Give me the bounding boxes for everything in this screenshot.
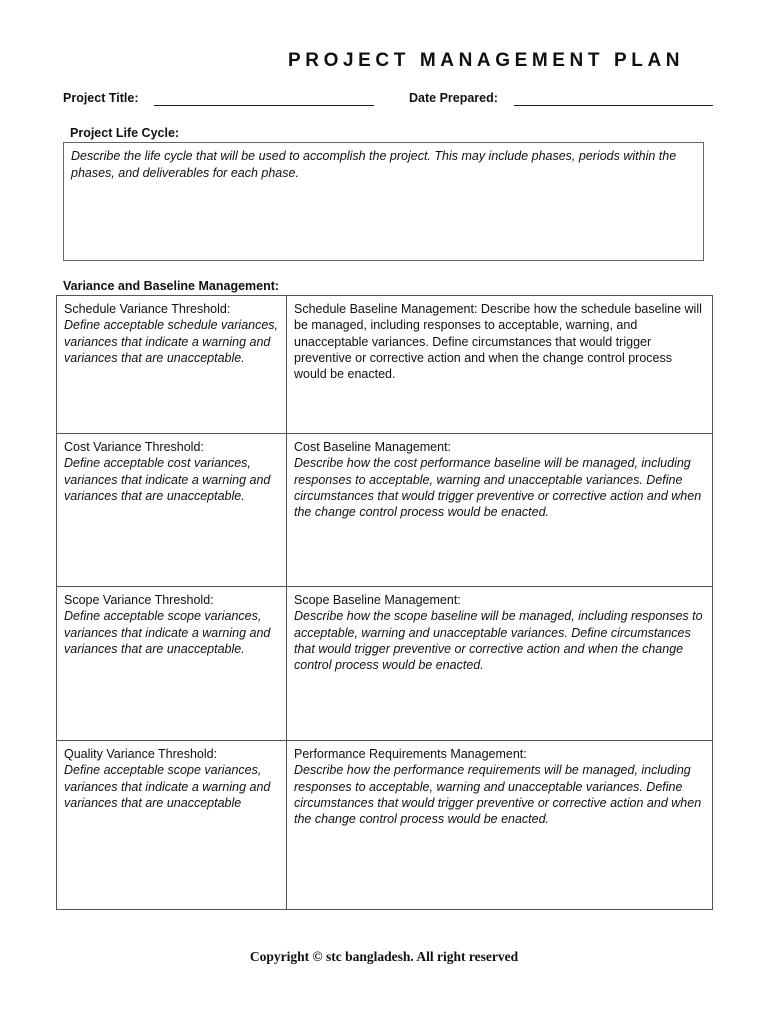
cell-text: Define acceptable scope variances, variances that indicate a warning and variances that are unacceptable [64,763,271,810]
document-title: PROJECT MANAGEMENT PLAN [288,50,685,71]
cell-heading: Schedule Baseline Management: Describe how the schedule baseline will be managed, including responses to acceptable, warning, and unacceptable variances. Define circumstances that would trigger preventive or corrective action and when the change control process would be enacted. [294,302,702,382]
date-prepared-field[interactable] [514,104,713,106]
schedule-threshold-cell[interactable] [57,296,287,434]
cell-heading: Cost Variance Threshold: [64,440,204,454]
project-title-field[interactable] [154,104,374,106]
table-row [57,296,713,434]
cell-heading: Scope Baseline Management: [294,593,461,607]
variance-section-label: Variance and Baseline Management: [63,279,280,293]
cell-text: Define acceptable cost variances, variances that indicate a warning and variances that are unacceptable. [64,456,271,503]
project-title-label: Project Title: [63,91,139,105]
cell-heading: Performance Requirements Management: [294,747,527,761]
life-cycle-text: Describe the life cycle that will be used to accomplish the project. This may include phases, periods within the phases, and deliverables for each phase. [71,149,677,180]
performance-requirements-cell[interactable] [287,741,713,910]
cell-text: Describe how the cost performance baseline will be managed, including responses to acceptable, warning and unacceptable variances. Define circumstances that would trigger preventive or corrective action and when the change control process would be enacted. [294,456,702,520]
cost-threshold-cell[interactable] [57,434,287,587]
copyright-footer: Copyright © stc bangladesh. All right reserved [249,949,519,964]
table-row [57,741,713,910]
cell-text: Describe how the scope baseline will be managed, including responses to acceptable, warning and unacceptable variances. Define circumstances that would trigger preventive or corrective action and when the change control process would be enacted. [294,609,703,673]
life-cycle-label: Project Life Cycle: [70,126,180,140]
cell-text: Define acceptable schedule variances, variances that indicate a warning and variances that are unacceptable. [64,318,279,365]
cell-heading: Scope Variance Threshold: [64,593,214,607]
life-cycle-box[interactable] [63,142,704,261]
cell-text: Describe how the performance requirements will be managed, including responses to acceptable, warning and unacceptable variances. Define circumstances that would trigger preventive or corrective action and when the change control process would be enacted. [294,763,702,827]
cell-heading: Quality Variance Threshold: [64,747,218,761]
scope-threshold-cell[interactable] [57,587,287,741]
table-row [57,587,713,741]
variance-table [56,295,713,910]
quality-threshold-cell[interactable] [57,741,287,910]
table-row [57,434,713,587]
cell-text: Define acceptable scope variances, variances that indicate a warning and variances that are unacceptable. [64,609,271,656]
cell-heading: Cost Baseline Management: [294,440,452,454]
cell-heading: Schedule Variance Threshold: [64,302,231,316]
cost-baseline-cell[interactable] [287,434,713,587]
date-prepared-label: Date Prepared: [409,91,498,105]
scope-baseline-cell[interactable] [287,587,713,741]
schedule-baseline-cell[interactable] [287,296,713,434]
